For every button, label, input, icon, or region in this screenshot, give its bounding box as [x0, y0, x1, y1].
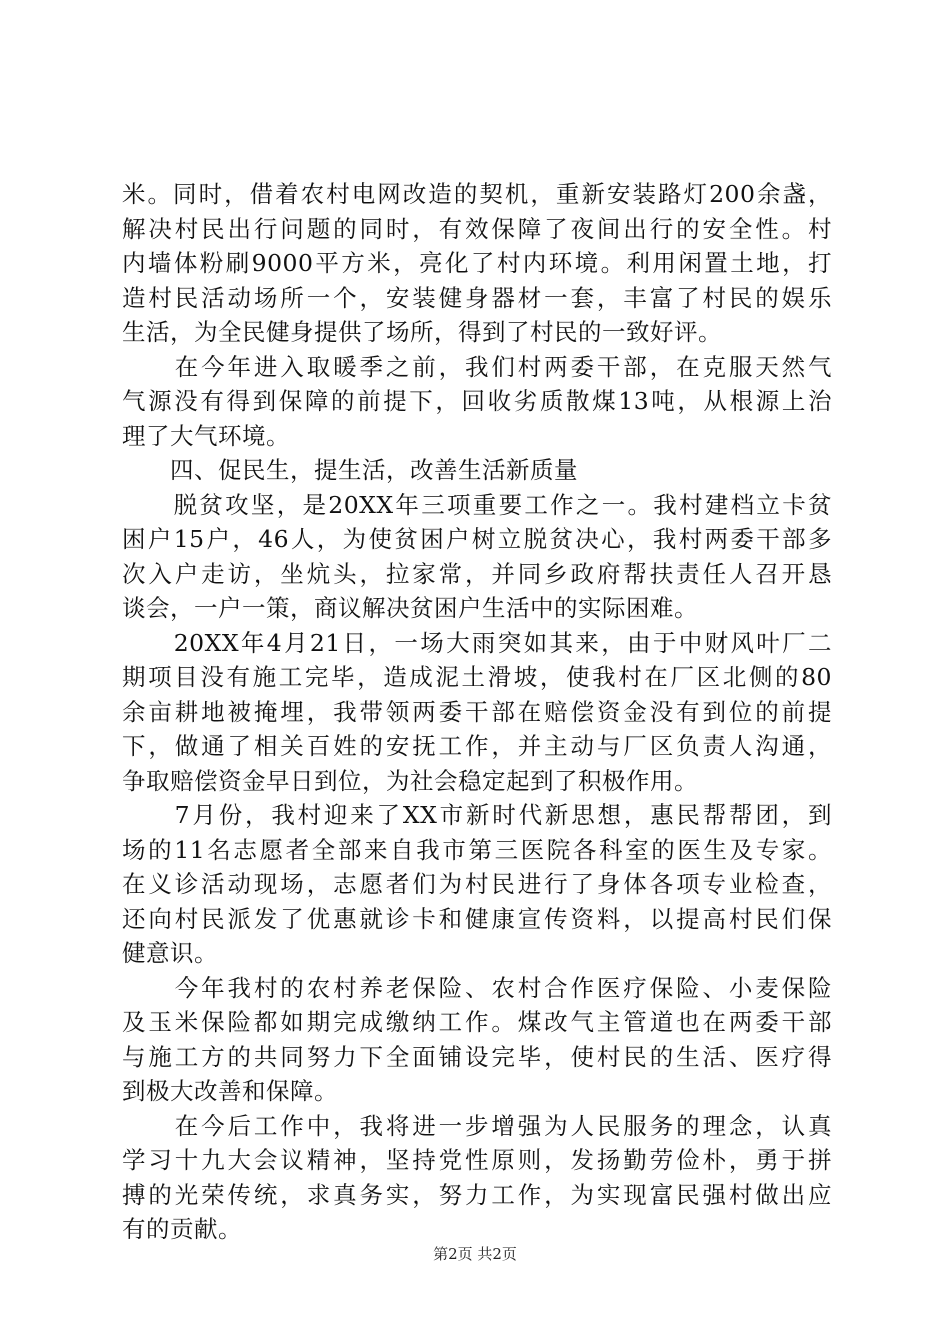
text-line: 米。同时，借着农村电网改造的契机，重新安装路灯200余盏，: [122, 180, 832, 208]
text-line: 气源没有得到保障的前提下，回收劣质散煤13吨，从根源上治: [122, 387, 832, 415]
text-line: 场的11名志愿者全部来自我市第三医院各科室的医生及专家。: [122, 835, 832, 864]
text-line: 20XX年4月21日，一场大雨突如其来，由于中财风叶厂二: [122, 628, 832, 657]
body-text: [122, 177, 832, 1247]
text-line: 下，做通了相关百姓的安抚工作，并主动与厂区负责人沟通，: [122, 732, 832, 760]
text-line: 在义诊活动现场，志愿者们为村民进行了身体各项专业检查，: [122, 870, 832, 898]
text-line: 健意识。: [122, 939, 218, 967]
text-line: 还向村民派发了优惠就诊卡和健康宣传资料，以提高村民们保: [122, 904, 832, 933]
text-line: 学习十九大会议精神，坚持党性原则，发扬勤劳俭朴，勇于拼: [122, 1146, 832, 1174]
text-line: 争取赔偿资金早日到位，为社会稳定起到了积极作用。: [122, 766, 698, 795]
text-line: 及玉米保险都如期完成缴纳工作。煤改气主管道也在两委干部: [122, 1008, 832, 1036]
text-line: 脱贫攻坚，是20XX年三项重要工作之一。我村建档立卡贫: [122, 490, 832, 519]
page-footer: 第2页 共2页: [433, 1245, 517, 1263]
text-line: 次入户走访，坐炕头，拉家常，并同乡政府帮扶责任人召开恳: [122, 559, 832, 588]
text-line: 7月份，我村迎来了XX市新时代新思想，惠民帮帮团，到: [122, 801, 832, 829]
text-line: 有的贡献。: [122, 1215, 242, 1243]
text-line: 今年我村的农村养老保险、农村合作医疗保险、小麦保险: [122, 973, 832, 1002]
text-line: 内墙体粉刷9000平方米，亮化了村内环境。利用闲置土地，打: [122, 249, 832, 277]
text-line: 理了大气环境。: [122, 421, 290, 450]
text-line: 到极大改善和保障。: [122, 1077, 338, 1105]
text-line: 解决村民出行问题的同时，有效保障了夜间出行的安全性。村: [122, 214, 832, 243]
text-line: 困户15户，46人，为使贫困户树立脱贫决心，我村两委干部多: [122, 525, 832, 553]
text-line: 期项目没有施工完毕，造成泥土滑坡，使我村在厂区北侧的80: [122, 663, 832, 691]
text-line: 生活，为全民健身提供了场所，得到了村民的一致好评。: [122, 318, 722, 346]
text-line: 造村民活动场所一个，安装健身器材一套，丰富了村民的娱乐: [122, 283, 832, 312]
text-line: 谈会，一户一策，商议解决贫困户生活中的实际困难。: [122, 594, 698, 622]
text-line: 在今后工作中，我将进一步增强为人民服务的理念，认真: [122, 1111, 832, 1140]
text-line: 余亩耕地被掩埋，我带领两委干部在赔偿资金没有到位的前提: [122, 697, 832, 726]
text-line: 与施工方的共同努力下全面铺设完毕，使村民的生活、医疗得: [122, 1042, 832, 1071]
section-heading: 四、促民生，提生活，改善生活新质量: [122, 456, 578, 484]
text-line: 搏的光荣传统，求真务实，努力工作，为实现富民强村做出应: [122, 1180, 832, 1209]
text-line: 在今年进入取暖季之前，我们村两委干部，在克服天然气: [122, 352, 832, 381]
